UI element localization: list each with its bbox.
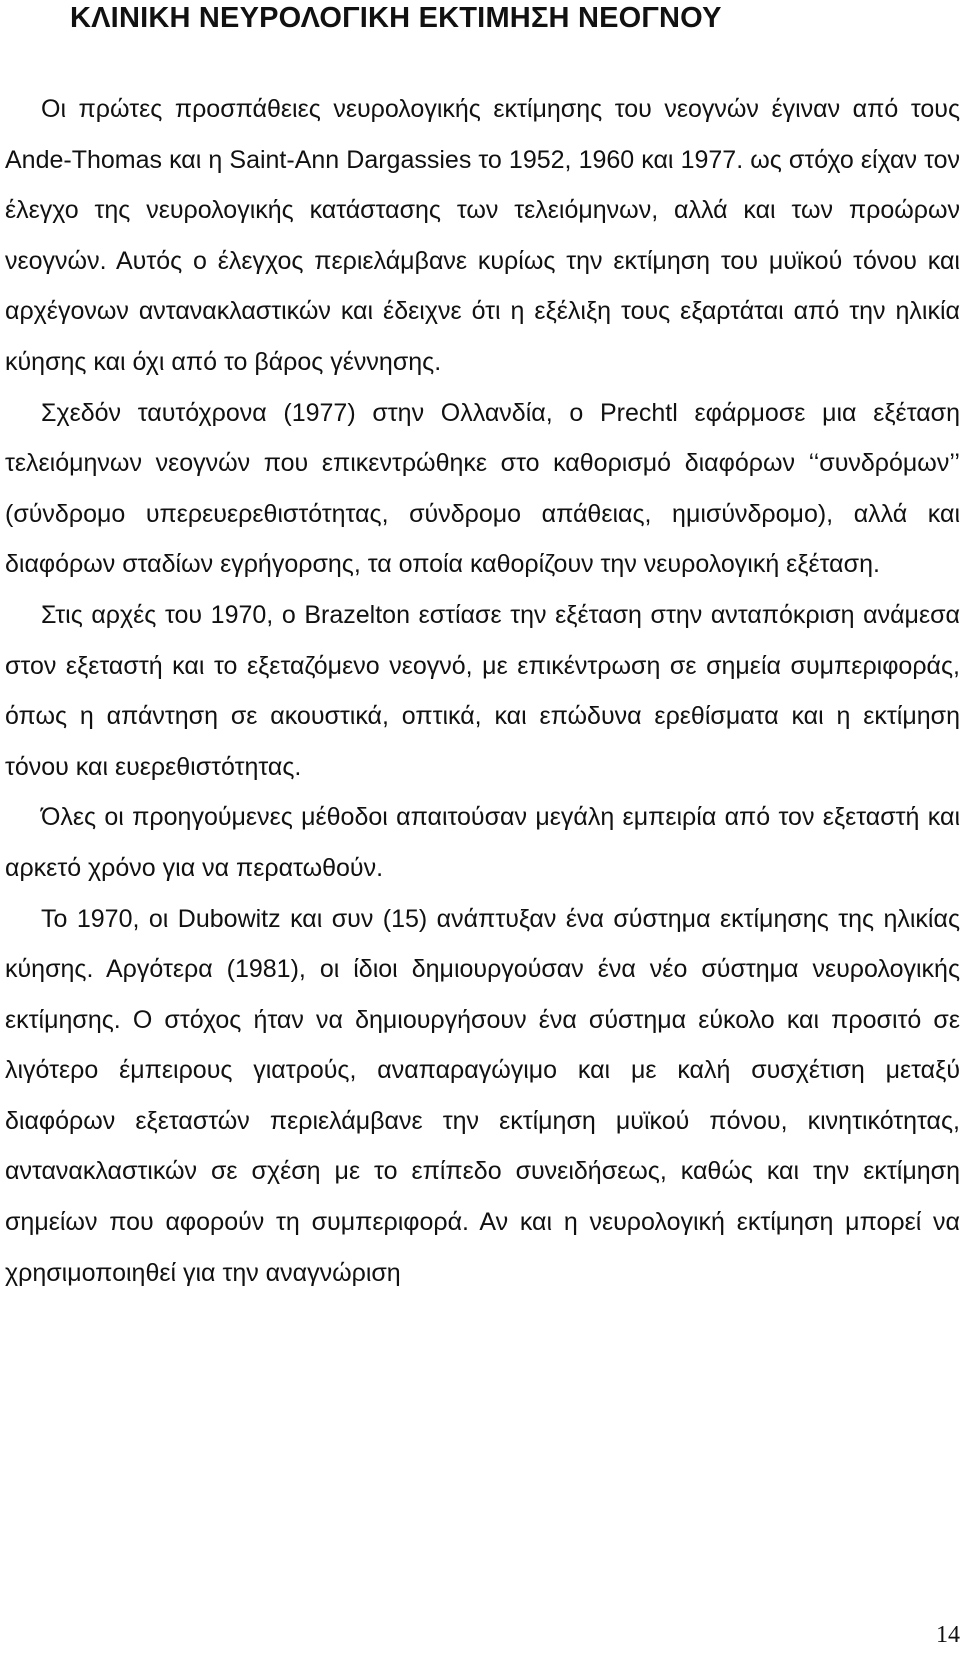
body-text xyxy=(5,84,960,1298)
paragraph-dubowitz: Το 1970, οι Dubowitz και συν (15) ανάπτυξαν ένα σύστημα εκτίμησης της ηλικίας κύησης. Αργότερα (1981), οι ίδιοι δημιουργούσαν ένα νέο σύστημα νευρολογικής εκτίμησης. Ο στόχος ήταν να δημιουργήσουν ένα σύστημα εύκολο και προσιτό σε λιγότερο έμπειρους γιατρούς, αναπαραγώγιμο και με καλή συσχέτιση μεταξύ διαφόρων εξεταστών περιελάμβανε την εκτίμηση μυϊκού πόνου, κινητικότητας, αντανακλαστικών σε σχέση με το επίπεδο συνειδήσεως, καθώς και την εκτίμηση σημείων που αφορούν τη συμπεριφορά. Αν και η νευρολογική εκτίμηση μπορεί να χρησιμοποιηθεί για την αναγνώριση xyxy=(5,904,960,1287)
paragraph-brazelton: Στις αρχές του 1970, ο Brazelton εστίασε την εξέταση στην ανταπόκριση ανάμεσα στον εξεταστή και το εξεταζόμενο νεογνό, με επικέντρωση σε σημεία συμπεριφοράς, όπως η απάντηση σε ακουστικά, οπτικά, και επώδυνα ερεθίσματα και η εκτίμηση τόνου και ευερεθιστότητας. xyxy=(5,600,960,781)
paragraph-previous-methods: Όλες οι προηγούμενες μέθοδοι απαιτούσαν μεγάλη εμπειρία από τον εξεταστή και αρκετό χρόνο για να περατωθούν. xyxy=(5,803,960,882)
paragraph-prechtl: Σχεδόν ταυτόχρονα (1977) στην Ολλανδία, ο Prechtl εφάρμοσε μια εξέταση τελειόμηνων νεογνών που επικεντρώθηκε στο καθορισμό διαφόρων ‘‘συνδρόμων’’ (σύνδρομο υπερευερεθιστότητας, σύνδρομο απάθειας, ημισύνδρομο), αλλά και διαφόρων σταδίων εγρήγορσης, τα οποία καθορίζουν την νευρολογική εξέταση. xyxy=(5,398,960,579)
page-title: ΚΛΙΝΙΚΗ ΝΕΥΡΟΛΟΓΙΚΗ ΕΚΤΙΜΗΣΗ ΝΕΟΓΝΟΥ xyxy=(70,2,722,34)
paragraph-early-methods: Οι πρώτες προσπάθειες νευρολογικής εκτίμησης του νεογνών έγιναν από τους Ande-Thomas και η Saint-Ann Dargassies το 1952, 1960 και 1977. ως στόχο είχαν τον έλεγχο της νευρολογικής κατάστασης των τελειόμηνων, αλλά και των προώρων νεογνών. Αυτός ο έλεγχος περιελάμβανε κυρίως την εκτίμηση του μυϊκού τόνου και αρχέγονων αντανακλαστικών και έδειχνε ότι η εξέλιξη τους εξαρτάται από την ηλικία κύησης και όχι από το βάρος γέννησης. xyxy=(5,95,960,376)
page-number: 14 xyxy=(936,1622,960,1648)
